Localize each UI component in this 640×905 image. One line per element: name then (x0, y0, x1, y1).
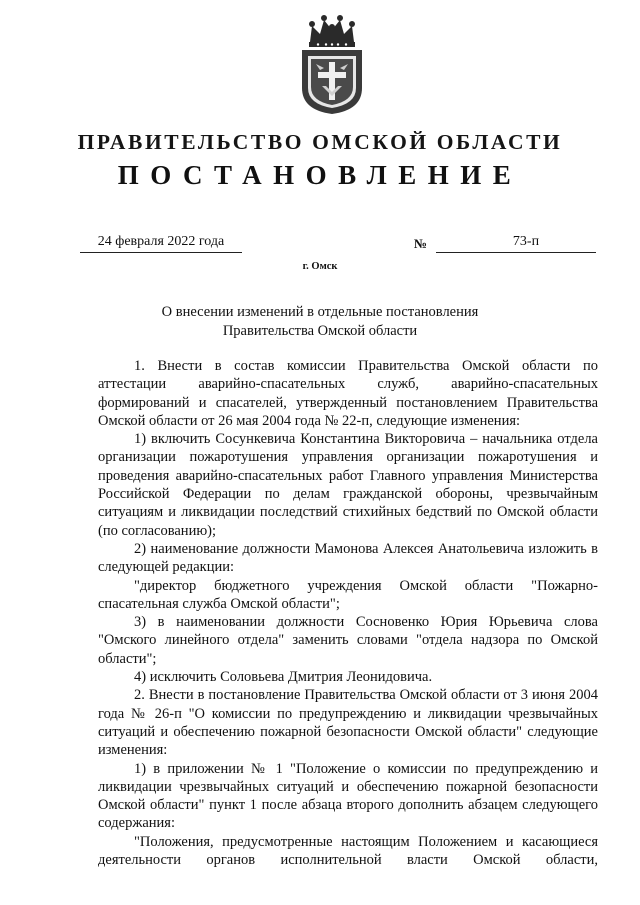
coat-of-arms-icon (296, 8, 368, 116)
document-date: 24 февраля 2022 года (80, 234, 242, 253)
paragraph-1-item-2-quote: "директор бюджетного учреждения Омской области "Пожарно-спасательная служба Омской области"; (98, 577, 598, 612)
paragraph-1-item-3: 3) в наименовании должности Сосновенко Юрия Юрьевича слова "Омского линейного отдела" заменить словами "отдела надзора по Омской области"; (98, 614, 598, 667)
paragraph-2-item-1: 1) в приложении № 1 "Положение о комиссии по предупреждению и ликвидации чрезвычайных ситуаций и обеспечению пожарной безопасности Омской области" пункт 1 после абзаца второго дополнить абзацем следующего содержания: (98, 760, 598, 832)
city-label: г. Омск (302, 261, 338, 272)
subject-line-2: Правительства Омской области (222, 323, 418, 339)
paragraph-1-item-4: 4) исключить Соловьева Дмитрия Леонидовича. (134, 669, 433, 686)
document-subject (0, 303, 640, 341)
paragraph-2: 2. Внести в постановление Правительства Омской области от 3 июня 2004 года № 26-п "О комиссии по предупреждению и ликвидации чрезвычайных ситуаций и обеспечению пожарной безопасности Омской области" следующие изменения: (98, 687, 598, 759)
document-body (98, 357, 598, 869)
government-title: ПРАВИТЕЛЬСТВО ОМСКОЙ ОБЛАСТИ (77, 130, 563, 154)
paragraph-1-item-2: 2) наименование должности Мамонова Алексея Анатольевича изложить в следующей редакции: (98, 540, 598, 576)
paragraph-1: 1. Внести в состав комиссии Правительства Омской области по аттестации аварийно-спасательных служб, аварийно-спасательных формирований и спасателей, утвержденный постановлением Правительства Омской области от 26 мая 2004 года № 22-п, следующие изменения: (98, 358, 598, 429)
number-sign: № (414, 236, 428, 251)
paragraph-1-item-1: 1) включить Сосункевича Константина Викторовича – начальника отдела организации пожаротушения управления организации пожаротушения и проведения аварийно-спасательных работ Главного управления Министерства Российской Федерации по делам гражданской обороны, чрезвычайным ситуациям и ликвидации последствий стихийных бедствий по Омской области (по согласованию); (98, 431, 598, 539)
document-number-field (436, 234, 596, 253)
subject-line-1: О внесении изменений в отдельные постановления (161, 304, 479, 320)
document-number: 73-п (512, 234, 540, 249)
paragraph-2-quote: "Положения, предусмотренные настоящим Положением и касающиеся деятельности органов исполнительной власти Омской области, (98, 833, 598, 869)
document-type-title: ПОСТАНОВЛЕНИЕ (117, 160, 523, 190)
